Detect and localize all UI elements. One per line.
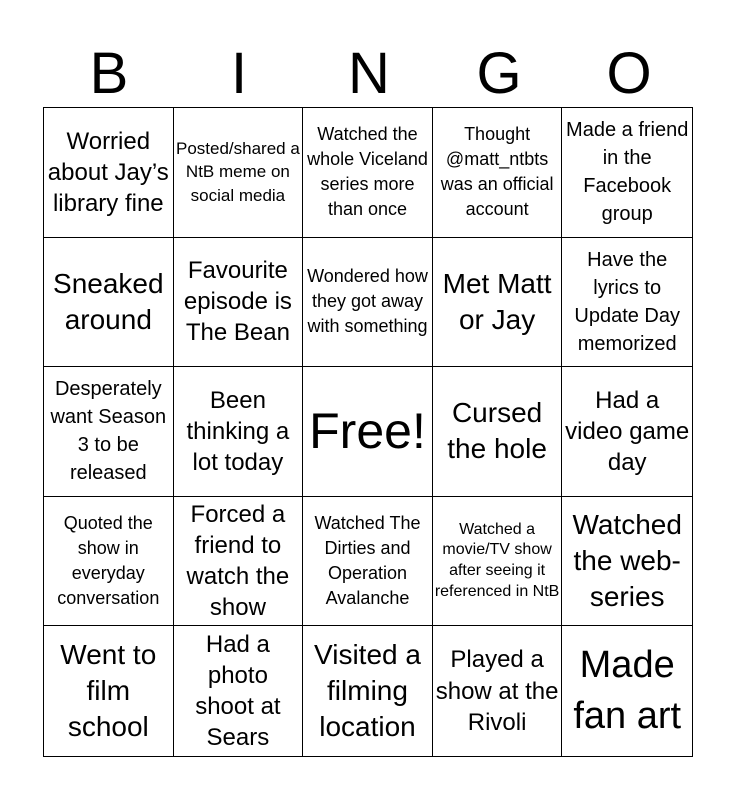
header-letter-g: G — [476, 41, 522, 106]
header-letter-b: B — [89, 41, 129, 106]
bingo-cell-r2-c5[interactable]: Have the lyrics to Update Day memorized — [562, 238, 692, 368]
bingo-grid — [43, 107, 693, 757]
bingo-cell-r4-c3[interactable]: Watched The Dirties and Operation Avalanche — [303, 497, 433, 627]
bingo-cell-r1-c2[interactable]: Posted/shared a NtB meme on social media — [174, 108, 304, 238]
bingo-cell-r5-c5[interactable]: Made fan art — [573, 643, 682, 738]
bingo-cell-r1-c3[interactable]: Watched the whole Viceland series more than once — [303, 108, 433, 238]
header-letter-o: O — [606, 41, 652, 106]
bingo-cell-r2-c2[interactable]: Favourite episode is The Bean — [174, 238, 304, 368]
bingo-cell-r4-c5[interactable]: Watched the web-series — [562, 497, 692, 627]
bingo-cell-r4-c2[interactable]: Forced a friend to watch the show — [174, 497, 304, 627]
header-letter-n: N — [348, 41, 390, 106]
bingo-cell-r1-c1[interactable]: Worried about Jay’s library fine — [44, 108, 174, 238]
bingo-cell-r3-c1[interactable]: Desperately want Season 3 to be released — [44, 367, 174, 497]
bingo-cell-r5-c3[interactable]: Visited a filming location — [303, 626, 433, 756]
bingo-cell-r3-c2[interactable]: Been thinking a lot today — [174, 367, 304, 497]
bingo-cell-r1-c5 c5[interactable]: Made a friend in the Facebook group — [562, 108, 692, 238]
bingo-cell-r2-c1[interactable]: Sneaked around — [44, 238, 174, 368]
bingo-header — [44, 40, 694, 108]
bingo-cell-r5-c2[interactable]: Had a photo shoot at Sears — [174, 626, 304, 756]
bingo-cell-r2-c4[interactable]: Met Matt or Jay — [433, 238, 563, 368]
bingo-cell-free[interactable]: Free! — [303, 367, 433, 497]
header-letter-i: I — [230, 41, 248, 106]
bingo-cell-r5-c4[interactable]: Played a show at the Rivoli — [433, 626, 563, 756]
bingo-cell-r3-c4[interactable]: Cursed the hole — [433, 367, 563, 497]
bingo-cell-r3-c5[interactable]: Had a video game day — [562, 367, 692, 497]
bingo-cell-r4-c4[interactable]: Watched a movie/TV show after seeing it referenced in NtB — [433, 497, 563, 627]
bingo-cell-r5-c1[interactable]: Went to film school — [44, 626, 174, 756]
bingo-cell-r2-c3[interactable]: Wondered how they got away with something — [303, 238, 433, 368]
bingo-cell-r4-c1[interactable]: Quoted the show in everyday conversation — [44, 497, 174, 627]
bingo-cell-r1-c4[interactable]: Thought @matt_ntbts was an official account — [433, 108, 563, 238]
